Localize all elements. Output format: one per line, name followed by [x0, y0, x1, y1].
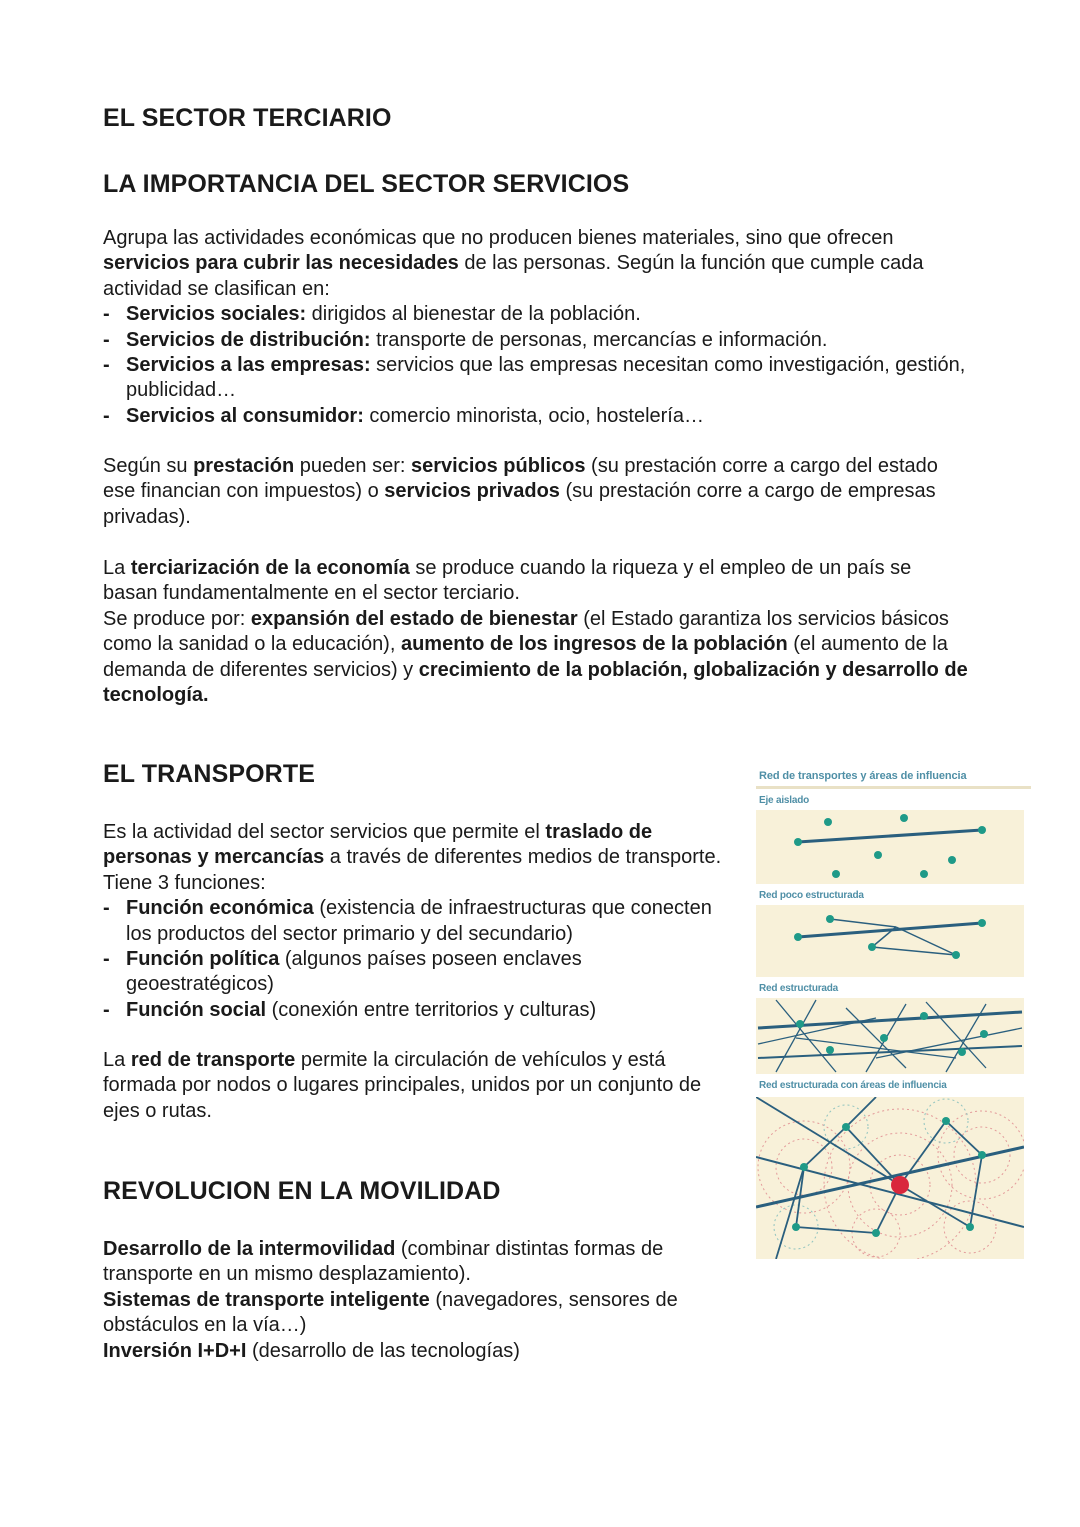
title-transporte: EL TRANSPORTE	[103, 760, 315, 788]
paragraph-terciarizacion: La terciarización de la economía se produce cuando la riqueza y el empleo de un país se basan fundamentalmente en el sector terciario. Se produce por: expansión del estado de bienestar (el Estado garantiza los servicios básicos como la sanidad o la educación), aumento de los ingresos de la población (el aumento de la demanda de diferentes servicios) y crecimiento de la población, globalización y desarrollo de tecnología.	[103, 556, 968, 708]
section-movilidad-body	[103, 1237, 743, 1364]
network-node	[826, 915, 834, 923]
panel-label-eje-aislado: Eje aislado	[759, 795, 810, 806]
panel-label-red-areas-influencia: Red estructurada con áreas de influencia	[759, 1080, 947, 1091]
central-hub-node	[891, 1176, 909, 1194]
network-node	[920, 1012, 928, 1020]
list-item: Desarrollo de la intermovilidad (combinar distintas formas de transporte en un mismo desplazamiento).	[103, 1238, 664, 1286]
functions-list	[103, 896, 728, 1023]
network-node	[966, 1223, 974, 1231]
list-item: - Servicios al consumidor: comercio minorista, ocio, hostelería…	[103, 404, 973, 429]
list-item: - Función social (conexión entre territorios y culturas)	[103, 998, 728, 1023]
network-node	[942, 1117, 950, 1125]
network-node	[958, 1048, 966, 1056]
services-list	[103, 302, 973, 429]
list-item: - Servicios a las empresas: servicios que las empresas necesitan como investigación, gestión, publicidad…	[103, 353, 973, 404]
panel-red-poco-estructurada	[756, 905, 1024, 977]
network-node	[978, 919, 986, 927]
list-item: - Función política (algunos países poseen enclaves geoestratégicos)	[103, 947, 728, 998]
paragraph-intro: Agrupa las actividades económicas que no producen bienes materiales, sino que ofrecen servicios para cubrir las necesidades de las personas. Según la función que cumple cada actividad se clasifican en:	[103, 227, 924, 300]
network-node	[872, 1229, 880, 1237]
network-node	[826, 1046, 834, 1054]
section-transporte-body	[103, 820, 728, 1023]
transport-network-figure	[756, 770, 1031, 1259]
network-node	[792, 1223, 800, 1231]
panel-red-estructurada	[756, 998, 1024, 1074]
network-node	[800, 1163, 808, 1171]
main-title: EL SECTOR TERCIARIO	[103, 104, 392, 132]
panel-eje-aislado	[756, 810, 1024, 884]
paragraph-causas: Se produce por: expansión del estado de bienestar (el Estado garantiza los servicios básicos como la sanidad o la educación), aumento de los ingresos de la población (el aumento de la demanda de diferentes servicios) y crecimiento de la población, globalización y desarrollo de tecnología.	[103, 607, 968, 707]
figure-title: Red de transportes y áreas de influencia	[759, 770, 967, 782]
network-node	[832, 870, 840, 878]
network-node	[952, 951, 960, 959]
panel-red-areas-influencia	[756, 1097, 1024, 1259]
network-node	[796, 1020, 804, 1028]
network-node	[794, 933, 802, 941]
network-node	[978, 1151, 986, 1159]
axis-line	[798, 830, 982, 842]
title-movilidad: REVOLUCION EN LA MOVILIDAD	[103, 1177, 501, 1205]
section-importancia-body	[103, 226, 973, 429]
network-node	[868, 943, 876, 951]
list-item: Inversión I+D+I (desarrollo de las tecnologías)	[103, 1339, 520, 1362]
network-node	[842, 1123, 850, 1131]
network-node	[880, 1034, 888, 1042]
paragraph-prestacion: Según su prestación pueden ser: servicios públicos (su prestación corre a cargo del estado ese financian con impuestos) o servicios privados (su prestación corre a cargo de empresas privadas).	[103, 455, 938, 528]
network-node	[920, 870, 928, 878]
network-node	[874, 851, 882, 859]
figure-divider	[756, 786, 1031, 789]
network-node	[980, 1030, 988, 1038]
panel-label-red-poco-estructurada: Red poco estructurada	[759, 890, 864, 901]
network-node	[794, 838, 802, 846]
network-node	[900, 814, 908, 822]
list-item: - Función económica (existencia de infraestructuras que conecten los productos del sector primario y del secundario)	[103, 896, 728, 947]
list-item: - Servicios sociales: dirigidos al bienestar de la población.	[103, 302, 973, 327]
network-node	[824, 818, 832, 826]
network-node	[978, 826, 986, 834]
list-item: - Servicios de distribución: transporte de personas, mercancías e información.	[103, 328, 973, 353]
subtitle-importancia: LA IMPORTANCIA DEL SECTOR SERVICIOS	[103, 170, 630, 198]
paragraph-red-transporte: La red de transporte permite la circulación de vehículos y está formada por nodos o lugares principales, unidos por un conjunto de ejes o rutas.	[103, 1049, 702, 1122]
list-item: Sistemas de transporte inteligente (navegadores, sensores de obstáculos en la vía…)	[103, 1288, 678, 1337]
network-node	[948, 856, 956, 864]
paragraph-transporte-intro: Es la actividad del sector servicios que permite el traslado de personas y mercancías a través de diferentes medios de transporte. Tiene 3 funciones:	[103, 821, 722, 894]
panel-label-red-estructurada: Red estructurada	[759, 983, 839, 994]
